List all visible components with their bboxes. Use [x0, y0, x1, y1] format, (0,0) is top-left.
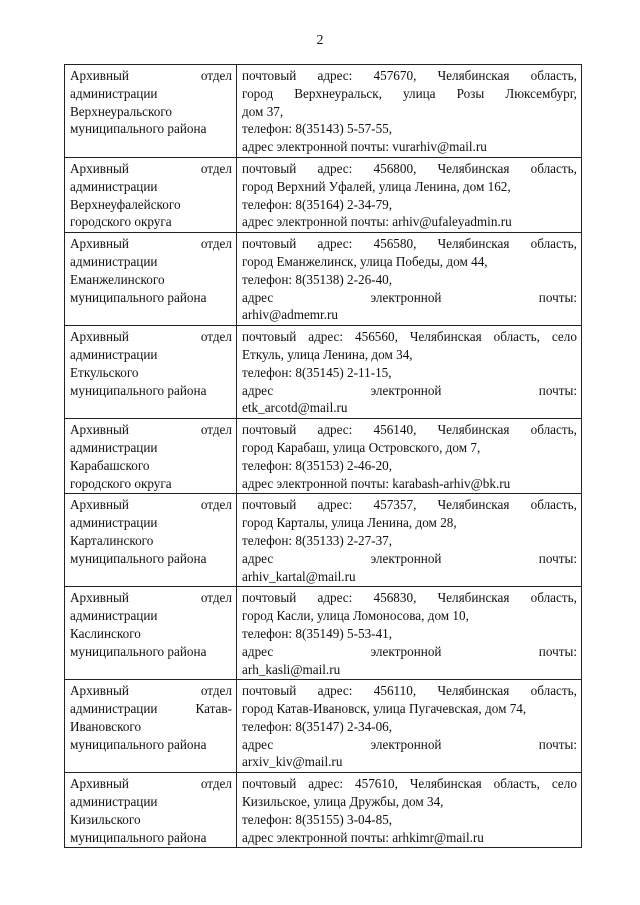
contact-info-cell: [237, 773, 582, 848]
contact-line: адрес электронной почты: arhkimr@mail.ru: [242, 829, 484, 845]
contact-line: почтовый адрес: 456110, Челябинская область,: [242, 683, 577, 699]
contact-line: почтовый адрес: 457357, Челябинская область,: [242, 497, 577, 513]
email-label-line: адрес электронной почты:: [242, 550, 577, 566]
department-name-line: муниципального района: [70, 289, 207, 305]
contact-line: телефон: 8(35133) 2-27-37,: [242, 532, 393, 548]
table-row: [65, 419, 582, 494]
contact-line: телефон: 8(35147) 2-34-06,: [242, 718, 393, 734]
archive-departments-table: [64, 64, 582, 848]
contact-line: дом 37,: [242, 103, 284, 119]
contact-line: город Карабаш, улица Островского, дом 7,: [242, 439, 481, 455]
department-name-line: муниципального района: [70, 829, 207, 845]
contact-line: адрес электронной почты: vurarhiv@mail.ru: [242, 139, 487, 155]
table-row: [65, 233, 582, 326]
email-label-line: адрес электронной почты:: [242, 643, 577, 659]
contact-line: arh_kasli@mail.ru: [242, 661, 341, 677]
department-name-line: Каслинского: [70, 625, 141, 641]
department-name-line: муниципального района: [70, 382, 207, 398]
contact-line: arhiv_kartal@mail.ru: [242, 568, 356, 584]
table-row: [65, 157, 582, 232]
department-name-line: Кизильского: [70, 811, 141, 827]
department-name-line: муниципального района: [70, 643, 207, 659]
department-name-line: администрации: [70, 439, 158, 455]
contact-line: адрес электронной почты: karabash-arhiv@bk.ru: [242, 475, 511, 491]
contact-info-cell: [237, 680, 582, 773]
contact-line: город Карталы, улица Ленина, дом 28,: [242, 515, 457, 531]
department-name-line: Ивановского: [70, 718, 142, 734]
department-name-line: городского округа: [70, 475, 172, 491]
table-row: [65, 587, 582, 680]
contact-line: город Верхний Уфалей, улица Ленина, дом 162,: [242, 178, 511, 194]
department-name-line: администрации: [70, 346, 158, 362]
department-name-line: Архивный отдел: [70, 497, 232, 513]
department-name-cell: [65, 680, 237, 773]
table-row: [65, 680, 582, 773]
department-name-line: администрации: [70, 794, 158, 810]
table-row: [65, 773, 582, 848]
contact-info-cell: [237, 326, 582, 419]
department-name-line: Верхнеуральского: [70, 103, 173, 119]
contact-line: телефон: 8(35149) 5-53-41,: [242, 625, 393, 641]
contact-line: город Верхнеуральск, улица Розы Люксембург,: [242, 85, 577, 101]
contact-line: телефон: 8(35155) 3-04-85,: [242, 811, 393, 827]
contact-line: почтовый адрес: 456560, Челябинская область, село: [242, 329, 577, 345]
contact-info-cell: [237, 419, 582, 494]
contact-line: почтовый адрес: 456800, Челябинская область,: [242, 160, 577, 176]
contact-info-cell: [237, 587, 582, 680]
department-name-line: муниципального района: [70, 736, 207, 752]
department-name-line: Архивный отдел: [70, 236, 232, 252]
department-name-line: муниципального района: [70, 121, 207, 137]
department-name-line: Архивный отдел: [70, 683, 232, 699]
contact-line: почтовый адрес: 457610, Челябинская область, село: [242, 776, 577, 792]
department-name-cell: [65, 773, 237, 848]
email-label-line: адрес электронной почты:: [242, 736, 577, 752]
contact-line: телефон: 8(35138) 2-26-40,: [242, 271, 393, 287]
contact-line: город Касли, улица Ломоносова, дом 10,: [242, 608, 469, 624]
page-number: 2: [316, 33, 324, 48]
department-name-line: Еткульского: [70, 364, 139, 380]
department-name-line: администрации: [70, 515, 158, 531]
department-name-cell: [65, 65, 237, 158]
email-label-line: адрес электронной почты:: [242, 289, 577, 305]
department-name-line: Архивный отдел: [70, 160, 232, 176]
contact-line: Кизильское, улица Дружбы, дом 34,: [242, 794, 444, 810]
contact-line: город Еманжелинск, улица Победы, дом 44,: [242, 253, 488, 269]
contact-line: телефон: 8(35145) 2-11-15,: [242, 364, 392, 380]
contact-line: телефон: 8(35164) 2-34-79,: [242, 196, 393, 212]
department-name-line: Карабашского: [70, 457, 150, 473]
contact-info-cell: [237, 157, 582, 232]
table-row: [65, 494, 582, 587]
contact-line: arxiv_kiv@mail.ru: [242, 754, 343, 770]
department-name-line: администрации: [70, 85, 158, 101]
contact-info-cell: [237, 65, 582, 158]
contact-info-cell: [237, 494, 582, 587]
contact-line: телефон: 8(35153) 2-46-20,: [242, 457, 393, 473]
table-row: [65, 326, 582, 419]
contact-line: etk_arcotd@mail.ru: [242, 400, 348, 416]
department-name-line: Карталинского: [70, 532, 154, 548]
department-name-cell: [65, 157, 237, 232]
department-name-cell: [65, 233, 237, 326]
department-name-line: Еманжелинского: [70, 271, 165, 287]
contact-line: почтовый адрес: 456830, Челябинская область,: [242, 590, 577, 606]
department-name-line: администрации Катав-: [70, 701, 232, 717]
department-name-line: администрации: [70, 178, 158, 194]
contact-line: город Катав-Ивановск, улица Пугачевская, дом 74,: [242, 701, 527, 717]
department-name-cell: [65, 419, 237, 494]
contact-info-cell: [237, 233, 582, 326]
department-name-cell: [65, 587, 237, 680]
department-name-line: Архивный отдел: [70, 329, 232, 345]
contact-line: почтовый адрес: 456140, Челябинская область,: [242, 422, 577, 438]
department-name-line: администрации: [70, 608, 158, 624]
department-name-line: муниципального района: [70, 550, 207, 566]
contact-line: arhiv@admemr.ru: [242, 307, 339, 323]
contact-line: почтовый адрес: 457670, Челябинская область,: [242, 68, 577, 83]
department-name-line: Архивный отдел: [70, 776, 232, 792]
department-name-cell: [65, 494, 237, 587]
contact-line: адрес электронной почты: arhiv@ufaleyadmin.ru: [242, 214, 512, 230]
table-row: [65, 65, 582, 158]
department-name-line: администрации: [70, 253, 158, 269]
contact-line: телефон: 8(35143) 5-57-55,: [242, 121, 393, 137]
contact-line: Еткуль, улица Ленина, дом 34,: [242, 346, 413, 362]
contact-line: почтовый адрес: 456580, Челябинская область,: [242, 236, 577, 252]
department-name-line: Архивный отдел: [70, 68, 232, 83]
department-name-line: Архивный отдел: [70, 590, 232, 606]
department-name-cell: [65, 326, 237, 419]
email-label-line: адрес электронной почты:: [242, 382, 577, 398]
department-name-line: городского округа: [70, 214, 172, 230]
department-name-line: Верхнеуфалейского: [70, 196, 181, 212]
department-name-line: Архивный отдел: [70, 422, 232, 438]
